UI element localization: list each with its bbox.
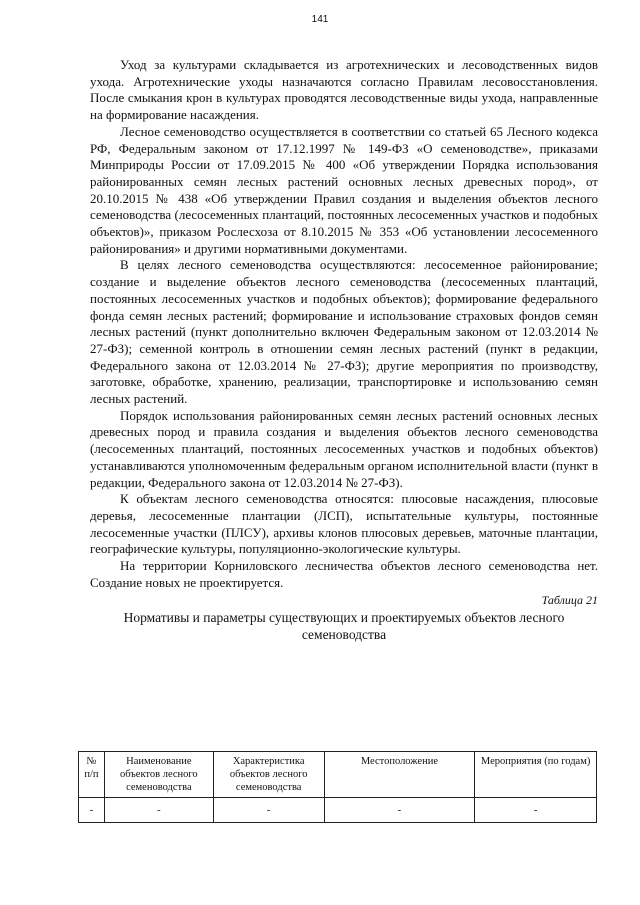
table-header-cell: Наименование объектов лесного семеноводства xyxy=(104,752,213,798)
table-cell: - xyxy=(475,798,597,823)
table-row xyxy=(79,798,597,823)
table-label: Таблица 21 xyxy=(541,592,598,607)
table-cell: - xyxy=(324,798,475,823)
table-header-cell: № п/п xyxy=(79,752,105,798)
table-header-cell: Мероприятия (по годам) xyxy=(475,752,597,798)
paragraph: В целях лесного семеноводства осуществляются: лесосеменное районирование; создание и выделение объектов лесного семеноводства (лесосеменных плантаций, постоянных лесосеменных участков и подобных объектов); формирование федерального фонда семян лесных растений; формирование и использование страховых фондов семян лесных растений (пункт дополнительно включен Федеральным законом от 12.03.2014 № 27-ФЗ); семенной контроль в отношении семян лесных растений (пункт в редакции, Федерального закона от 12.03.2014 № 27-ФЗ); другие мероприятия по производству, заготовке, обработке, хранению, реализации, транспортировке и использованию семян лесных растений. xyxy=(90,257,598,407)
table-title: Нормативы и параметры существующих и проектируемых объектов лесного семеноводства xyxy=(123,609,565,642)
table-cell: - xyxy=(104,798,213,823)
paragraph: К объектам лесного семеноводства относятся: плюсовые насаждения, плюсовые деревья, лесосеменные плантации (ЛСП), испытательные культуры, постоянные лесосеменные участки (ПЛСУ), архивы клонов плюсовых деревьев, маточные плантации, географические культуры, популяционно-экологические культуры. xyxy=(90,491,598,557)
paragraph: Лесное семеноводство осуществляется в соответствии со статьей 65 Лесного кодекса РФ, Федеральным законом от 17.12.1997 № 149-ФЗ «О семеноводстве», приказами Минприроды России от 17.09.2015 № 400 «Об утверждении Порядка использования районированных семян лесных растений основных лесных древесных пород», от 20.10.2015 № 438 «Об утверждении Правил создания и выделения объектов лесного семеноводства (лесосеменных плантаций, постоянных лесосеменных участков и подобных объектов)», приказом Рослесхоза от 8.10.2015 № 353 «Об установлении лесосеменного районирования» и другими нормативными документами. xyxy=(90,123,598,256)
paragraph: На территории Корниловского лесничества объектов лесного семеноводства нет. Создание новых не проектируется. xyxy=(90,558,598,590)
table-header-row xyxy=(79,752,597,798)
table-header-cell: Характеристика объектов лесного семеноводства xyxy=(213,752,324,798)
paragraph: Порядок использования районированных семян лесных растений основных лесных древесных пород и правила создания и выделения объектов лесного семеноводства (лесосеменных плантаций, постоянных лесосеменных участков и подобных объектов) устанавливаются уполномоченным федеральным органом исполнительной власти (пункт в редакции, Федерального закона от 12.03.2014 № 27-ФЗ). xyxy=(90,407,598,490)
table-cell: - xyxy=(79,798,105,823)
seed-objects-table xyxy=(78,751,597,823)
body-text xyxy=(90,57,598,643)
paragraph: Уход за культурами складывается из агротехнических и лесоводственных видов ухода. Агротехнические уходы назначаются согласно Правилам лесовосстановления. После смыкания крон в культурах проводятся лесоводственные виды ухода, направленные на формирование насаждения. xyxy=(90,57,598,123)
table-header-cell: Местоположение xyxy=(324,752,475,798)
page-number: 141 xyxy=(311,14,329,25)
table-cell: - xyxy=(213,798,324,823)
